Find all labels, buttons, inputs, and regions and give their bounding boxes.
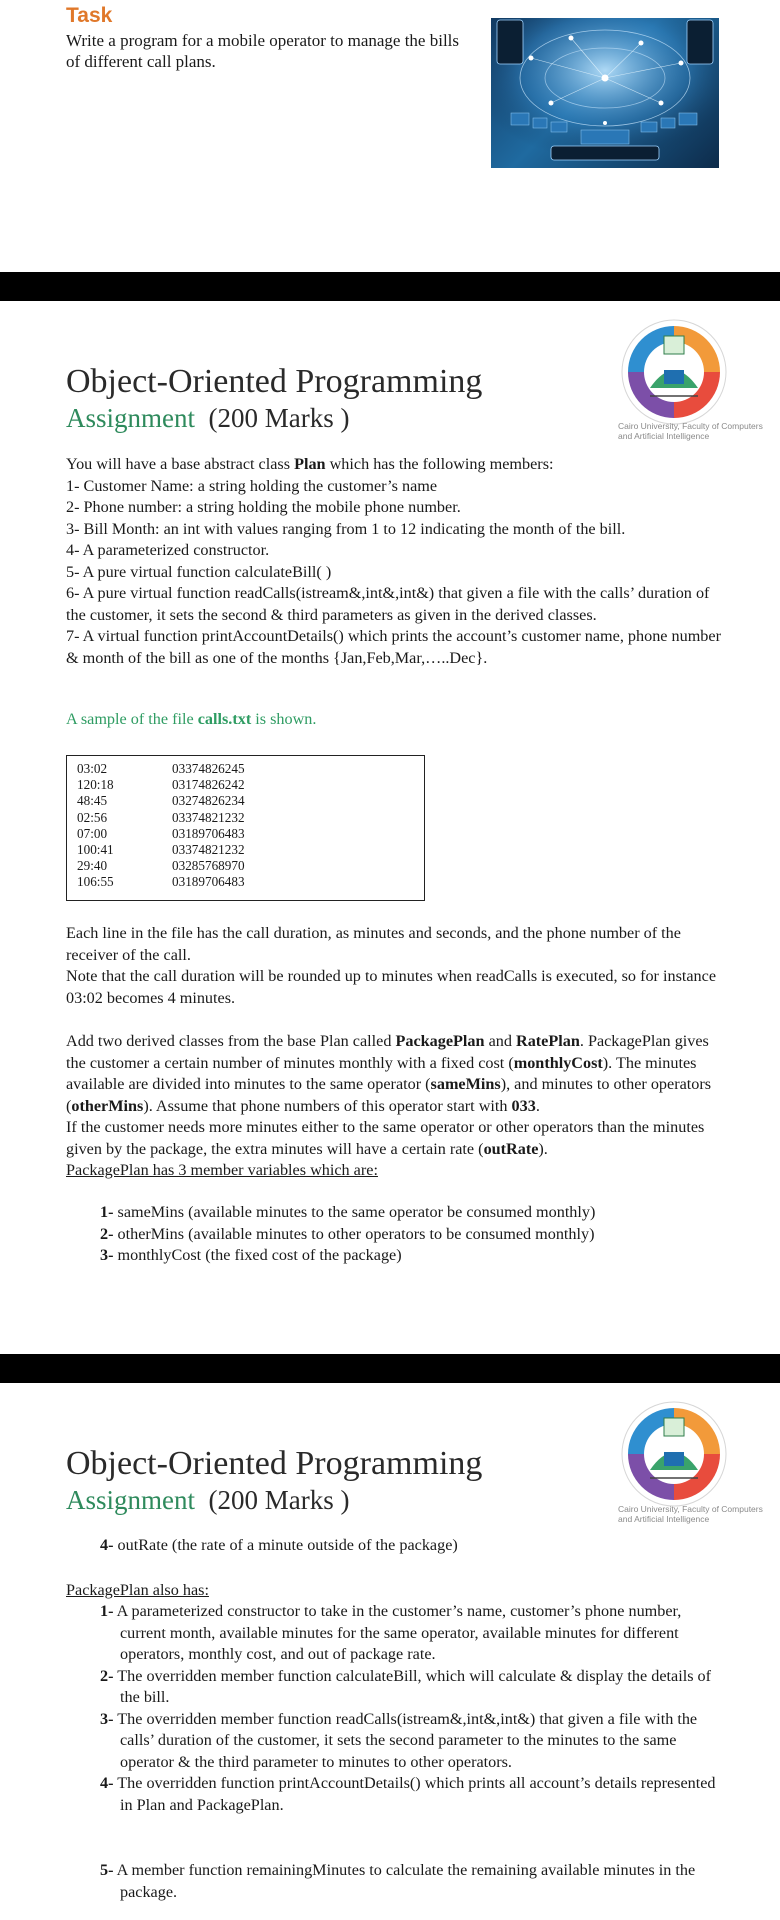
slide-title: Object-Oriented Programming bbox=[66, 363, 483, 400]
university-logo bbox=[620, 318, 728, 426]
call-row: 03:02 03374826245 bbox=[77, 761, 245, 776]
list-item: 1- sameMins (available minutes to the same operator be consumed monthly) bbox=[100, 1203, 596, 1221]
member-item: 5- A pure virtual function calculateBill( ) bbox=[66, 562, 332, 581]
task-description: Write a program for a mobile operator to manage the bills of different call plans. bbox=[66, 31, 460, 71]
list-item: 5- A member function remainingMinutes to calculate the remaining available minutes in the package. bbox=[100, 1861, 696, 1901]
member-item: 6- A pure virtual function readCalls(istream&,int&,int&) that given a file with the calls’ duration of the customer, it sets the second & third parameters as given in the derived classes. bbox=[66, 584, 710, 624]
member-vars-list bbox=[100, 1202, 726, 1267]
marks-label: (200 Marks ) bbox=[208, 1485, 350, 1515]
call-row: 106:55 03189706483 bbox=[77, 874, 245, 890]
call-row: 120:18 03174826242 bbox=[77, 777, 245, 793]
page-divider bbox=[0, 1354, 780, 1383]
also-has-list bbox=[100, 1601, 726, 1816]
university-caption: Cairo University, Faculty of Computers and Artificial Intelligence bbox=[618, 1504, 763, 1524]
derived-paragraph: Add two derived classes from the base Plan called PackagePlan and RatePlan. PackagePlan gives the customer a certain number of minutes monthly with a fixed cost (monthlyCost). The minutes available are divided into minutes to the same operator (sameMins), and minutes to other operators (otherMins). Assume that phone numbers of this operator start with 033. bbox=[66, 1032, 712, 1115]
university-logo bbox=[620, 1400, 728, 1508]
subtitle-text: Assignment bbox=[66, 1485, 196, 1515]
call-row: 48:45 03274826234 bbox=[77, 793, 245, 809]
derived-classes-description bbox=[66, 1031, 726, 1182]
slide-subtitle bbox=[66, 1484, 350, 1516]
slide-subtitle bbox=[66, 402, 350, 434]
page-divider bbox=[0, 272, 780, 301]
member-item: 1- Customer Name: a string holding the customer’s name bbox=[66, 476, 438, 495]
remaining-minutes-item bbox=[100, 1860, 726, 1903]
list-item: 4- The overridden function printAccountDetails() which prints all account’s details represented in Plan and PackagePlan. bbox=[100, 1774, 716, 1814]
list-item: 4- outRate (the rate of a minute outside of the package) bbox=[100, 1536, 458, 1554]
sample-file-name: calls.txt bbox=[197, 710, 252, 728]
plan-members bbox=[66, 454, 726, 669]
calls-file-sample bbox=[66, 755, 425, 901]
intro-line: You will have a base abstract class Plan which has the following members: bbox=[66, 455, 554, 473]
member-item: 4- A parameterized constructor. bbox=[66, 541, 270, 559]
subtitle-text: Assignment bbox=[66, 403, 196, 433]
network-illustration bbox=[491, 18, 719, 168]
file-note: Note that the call duration will be rounded up to minutes when readCalls is executed, so for instance 03:02 becomes 4 minutes. bbox=[66, 967, 717, 1007]
slide-title: Object-Oriented Programming bbox=[66, 1445, 483, 1482]
task-heading: Task bbox=[66, 4, 113, 27]
university-caption: Cairo University, Faculty of Computers and Artificial Intelligence bbox=[618, 421, 763, 441]
member-item: 3- Bill Month: an int with values ranging from 1 to 12 indicating the month of the bill. bbox=[66, 519, 626, 538]
call-row: 100:41 03374821232 bbox=[77, 842, 245, 858]
list-item: 2- The overridden member function calculateBill, which will calculate & display the details of the bill. bbox=[100, 1666, 712, 1706]
plan-class-name: Plan bbox=[294, 455, 326, 473]
list-item: 1- A parameterized constructor to take in the customer’s name, customer’s phone number, current month, available minutes for the same operator, available minutes for different operators, monthly cost, and out of package rate. bbox=[100, 1602, 682, 1663]
member-item: 2- Phone number: a string holding the mobile phone number. bbox=[66, 498, 461, 516]
extra-minutes-paragraph: If the customer needs more minutes either to the same operator or other operators than the minutes given by the package, the extra minutes will have a certain rate (outRate). bbox=[66, 1118, 705, 1158]
list-item: 3- The overridden member function readCalls(istream&,int&,int&) that given a file with the calls’ duration of the customer, it sets the second parameter to the minutes to the same operator & the third parameter to minutes to other operators. bbox=[100, 1709, 698, 1771]
call-row: 07:00 03189706483 bbox=[77, 825, 245, 841]
call-row: 02:56 03374821232 bbox=[77, 809, 245, 825]
also-has-heading: PackagePlan also has: bbox=[66, 1581, 209, 1599]
file-note: Each line in the file has the call duration, as minutes and seconds, and the phone number of the receiver of the call. bbox=[66, 924, 681, 964]
list-item: 2- otherMins (available minutes to other operators to be consumed monthly) bbox=[100, 1224, 595, 1243]
sample-file-caption: A sample of the file calls.txt is shown. bbox=[66, 710, 317, 728]
member-vars-heading: PackagePlan has 3 member variables which are: bbox=[66, 1161, 378, 1179]
file-notes bbox=[66, 923, 726, 1009]
member-item: 7- A virtual function printAccountDetails() which prints the account’s customer name, phone number & month of the bill as one of the months {Jan,Feb,Mar,…..Dec}. bbox=[66, 627, 721, 667]
call-row: 29:40 03285768970 bbox=[77, 858, 245, 874]
member-vars-list-continued bbox=[100, 1535, 726, 1557]
list-item: 3- monthlyCost (the fixed cost of the package) bbox=[100, 1246, 402, 1264]
marks-label: (200 Marks ) bbox=[208, 403, 350, 433]
